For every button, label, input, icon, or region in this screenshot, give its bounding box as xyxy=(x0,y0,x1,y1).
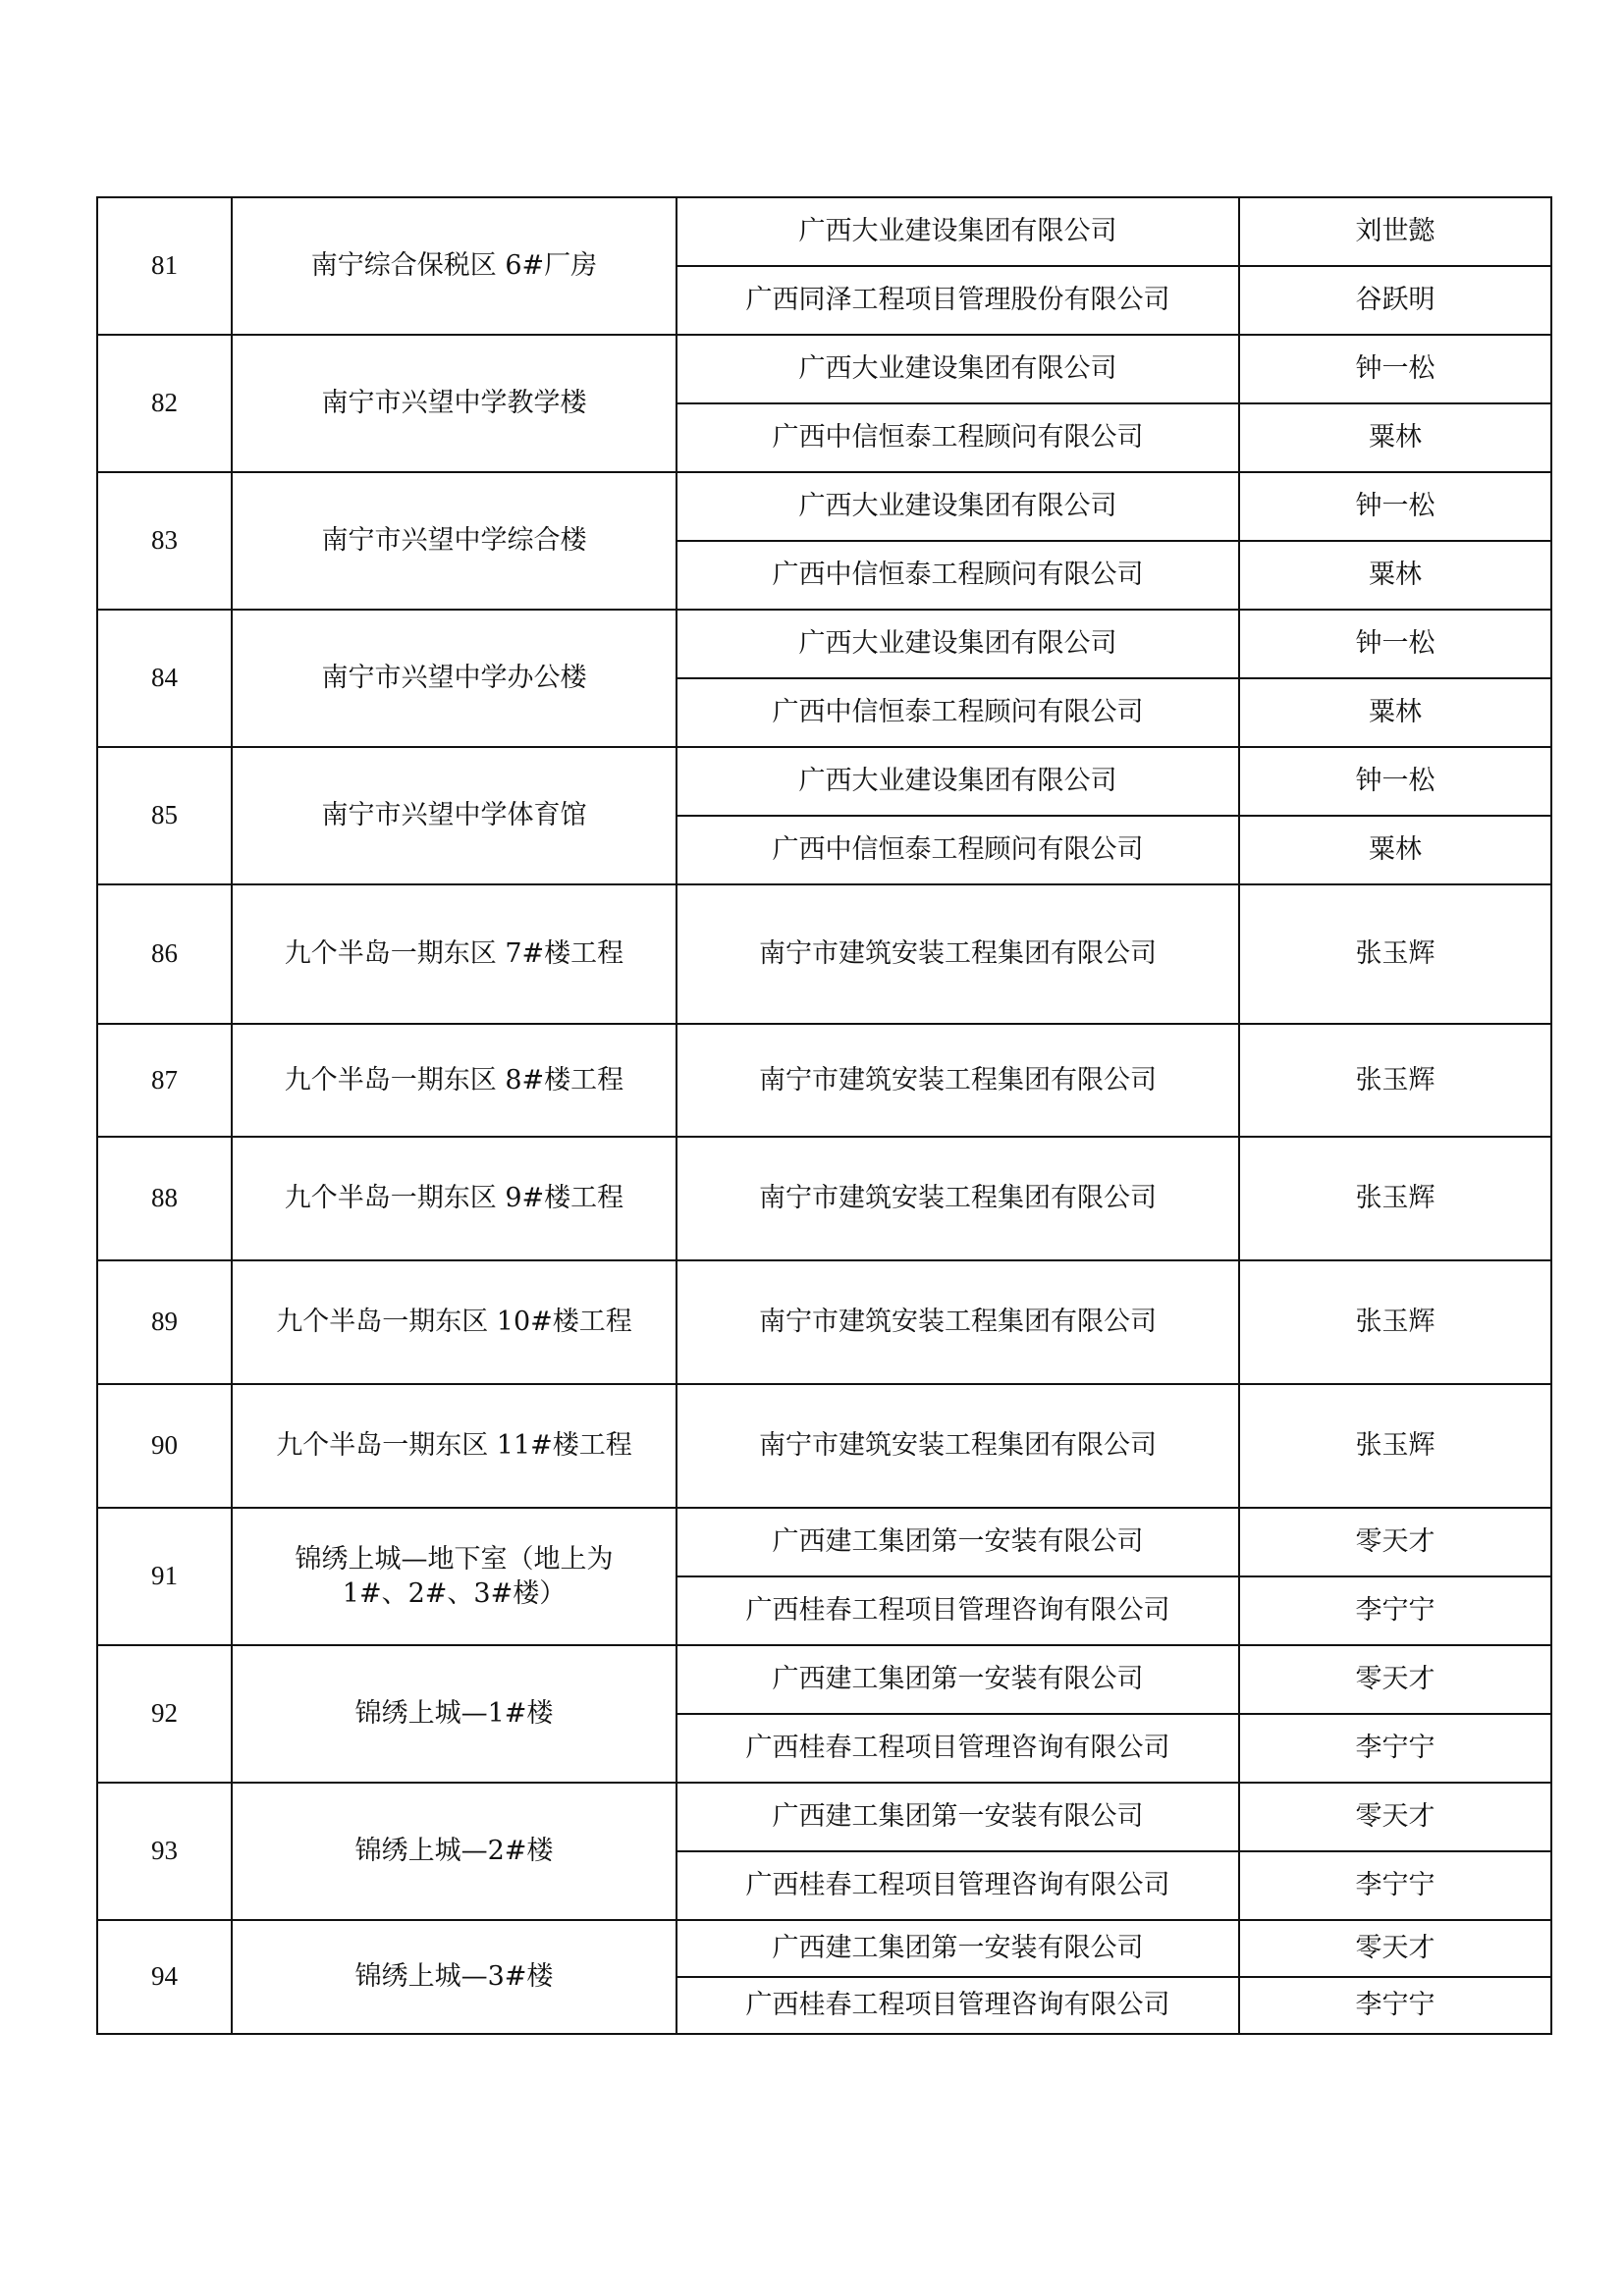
person-name: 零天才 xyxy=(1239,1508,1551,1576)
unit-name: 广西同泽工程项目管理股份有限公司 xyxy=(677,266,1239,335)
unit-name: 广西大业建设集团有限公司 xyxy=(677,747,1239,816)
person-name: 钟一松 xyxy=(1239,610,1551,678)
unit-name: 广西建工集团第一安装有限公司 xyxy=(677,1920,1239,1977)
unit-name: 广西建工集团第一安装有限公司 xyxy=(677,1508,1239,1576)
row-number: 91 xyxy=(97,1508,232,1645)
table-row xyxy=(97,747,1551,816)
unit-name: 南宁市建筑安装工程集团有限公司 xyxy=(677,884,1239,1024)
table-row xyxy=(97,1260,1551,1384)
person-name: 钟一松 xyxy=(1239,472,1551,541)
project-name: 锦绣上城—3#楼 xyxy=(232,1920,677,2034)
project-name: 锦绣上城—地下室（地上为 1#、2#、3#楼） xyxy=(232,1508,677,1645)
unit-name: 广西桂春工程项目管理咨询有限公司 xyxy=(677,1576,1239,1645)
project-name: 九个半岛一期东区 9#楼工程 xyxy=(232,1137,677,1260)
unit-name: 广西桂春工程项目管理咨询有限公司 xyxy=(677,1714,1239,1783)
unit-name: 广西大业建设集团有限公司 xyxy=(677,472,1239,541)
row-number: 88 xyxy=(97,1137,232,1260)
person-name: 张玉辉 xyxy=(1239,1137,1551,1260)
person-name: 张玉辉 xyxy=(1239,1024,1551,1137)
unit-name: 广西大业建设集团有限公司 xyxy=(677,197,1239,266)
table-row xyxy=(97,1508,1551,1576)
unit-name: 广西建工集团第一安装有限公司 xyxy=(677,1645,1239,1714)
person-name: 张玉辉 xyxy=(1239,1384,1551,1508)
person-name: 零天才 xyxy=(1239,1645,1551,1714)
person-name: 刘世懿 xyxy=(1239,197,1551,266)
table-row xyxy=(97,1783,1551,1851)
person-name: 谷跃明 xyxy=(1239,266,1551,335)
person-name: 张玉辉 xyxy=(1239,884,1551,1024)
unit-name: 广西建工集团第一安装有限公司 xyxy=(677,1783,1239,1851)
person-name: 粟林 xyxy=(1239,816,1551,884)
person-name: 零天才 xyxy=(1239,1783,1551,1851)
row-number: 92 xyxy=(97,1645,232,1783)
row-number: 81 xyxy=(97,197,232,335)
table-row xyxy=(97,1645,1551,1714)
table-row xyxy=(97,472,1551,541)
unit-name: 南宁市建筑安装工程集团有限公司 xyxy=(677,1024,1239,1137)
person-name: 零天才 xyxy=(1239,1920,1551,1977)
row-number: 87 xyxy=(97,1024,232,1137)
table-row xyxy=(97,335,1551,403)
row-number: 89 xyxy=(97,1260,232,1384)
person-name: 钟一松 xyxy=(1239,335,1551,403)
table-row xyxy=(97,1384,1551,1508)
row-number: 84 xyxy=(97,610,232,747)
project-name: 南宁市兴望中学办公楼 xyxy=(232,610,677,747)
person-name: 李宁宁 xyxy=(1239,1576,1551,1645)
unit-name: 广西中信恒泰工程顾问有限公司 xyxy=(677,541,1239,610)
project-name: 南宁市兴望中学体育馆 xyxy=(232,747,677,884)
person-name: 张玉辉 xyxy=(1239,1260,1551,1384)
project-name: 九个半岛一期东区 11#楼工程 xyxy=(232,1384,677,1508)
table-row xyxy=(97,1137,1551,1260)
table-row xyxy=(97,197,1551,266)
project-name: 南宁市兴望中学综合楼 xyxy=(232,472,677,610)
person-name: 粟林 xyxy=(1239,678,1551,747)
row-number: 82 xyxy=(97,335,232,472)
unit-name: 南宁市建筑安装工程集团有限公司 xyxy=(677,1260,1239,1384)
person-name: 李宁宁 xyxy=(1239,1714,1551,1783)
person-name: 粟林 xyxy=(1239,541,1551,610)
unit-name: 广西中信恒泰工程顾问有限公司 xyxy=(677,403,1239,472)
row-number: 90 xyxy=(97,1384,232,1508)
project-name: 九个半岛一期东区 8#楼工程 xyxy=(232,1024,677,1137)
project-name: 九个半岛一期东区 10#楼工程 xyxy=(232,1260,677,1384)
person-name: 钟一松 xyxy=(1239,747,1551,816)
unit-name: 广西中信恒泰工程顾问有限公司 xyxy=(677,678,1239,747)
table-row xyxy=(97,884,1551,1024)
table-body xyxy=(97,197,1551,2034)
unit-name: 广西桂春工程项目管理咨询有限公司 xyxy=(677,1851,1239,1920)
row-number: 85 xyxy=(97,747,232,884)
row-number: 94 xyxy=(97,1920,232,2034)
person-name: 李宁宁 xyxy=(1239,1977,1551,2034)
person-name: 李宁宁 xyxy=(1239,1851,1551,1920)
row-number: 86 xyxy=(97,884,232,1024)
unit-name: 南宁市建筑安装工程集团有限公司 xyxy=(677,1137,1239,1260)
project-name: 南宁综合保税区 6#厂房 xyxy=(232,197,677,335)
unit-name: 广西大业建设集团有限公司 xyxy=(677,610,1239,678)
unit-name: 南宁市建筑安装工程集团有限公司 xyxy=(677,1384,1239,1508)
unit-name: 广西大业建设集团有限公司 xyxy=(677,335,1239,403)
project-name: 锦绣上城—1#楼 xyxy=(232,1645,677,1783)
unit-name: 广西桂春工程项目管理咨询有限公司 xyxy=(677,1977,1239,2034)
table-row xyxy=(97,1024,1551,1137)
table-row xyxy=(97,1920,1551,1977)
table-row xyxy=(97,610,1551,678)
person-name: 粟林 xyxy=(1239,403,1551,472)
unit-name: 广西中信恒泰工程顾问有限公司 xyxy=(677,816,1239,884)
project-name: 锦绣上城—2#楼 xyxy=(232,1783,677,1920)
project-roster-table xyxy=(96,196,1552,2035)
row-number: 83 xyxy=(97,472,232,610)
project-name: 九个半岛一期东区 7#楼工程 xyxy=(232,884,677,1024)
project-name: 南宁市兴望中学教学楼 xyxy=(232,335,677,472)
row-number: 93 xyxy=(97,1783,232,1920)
